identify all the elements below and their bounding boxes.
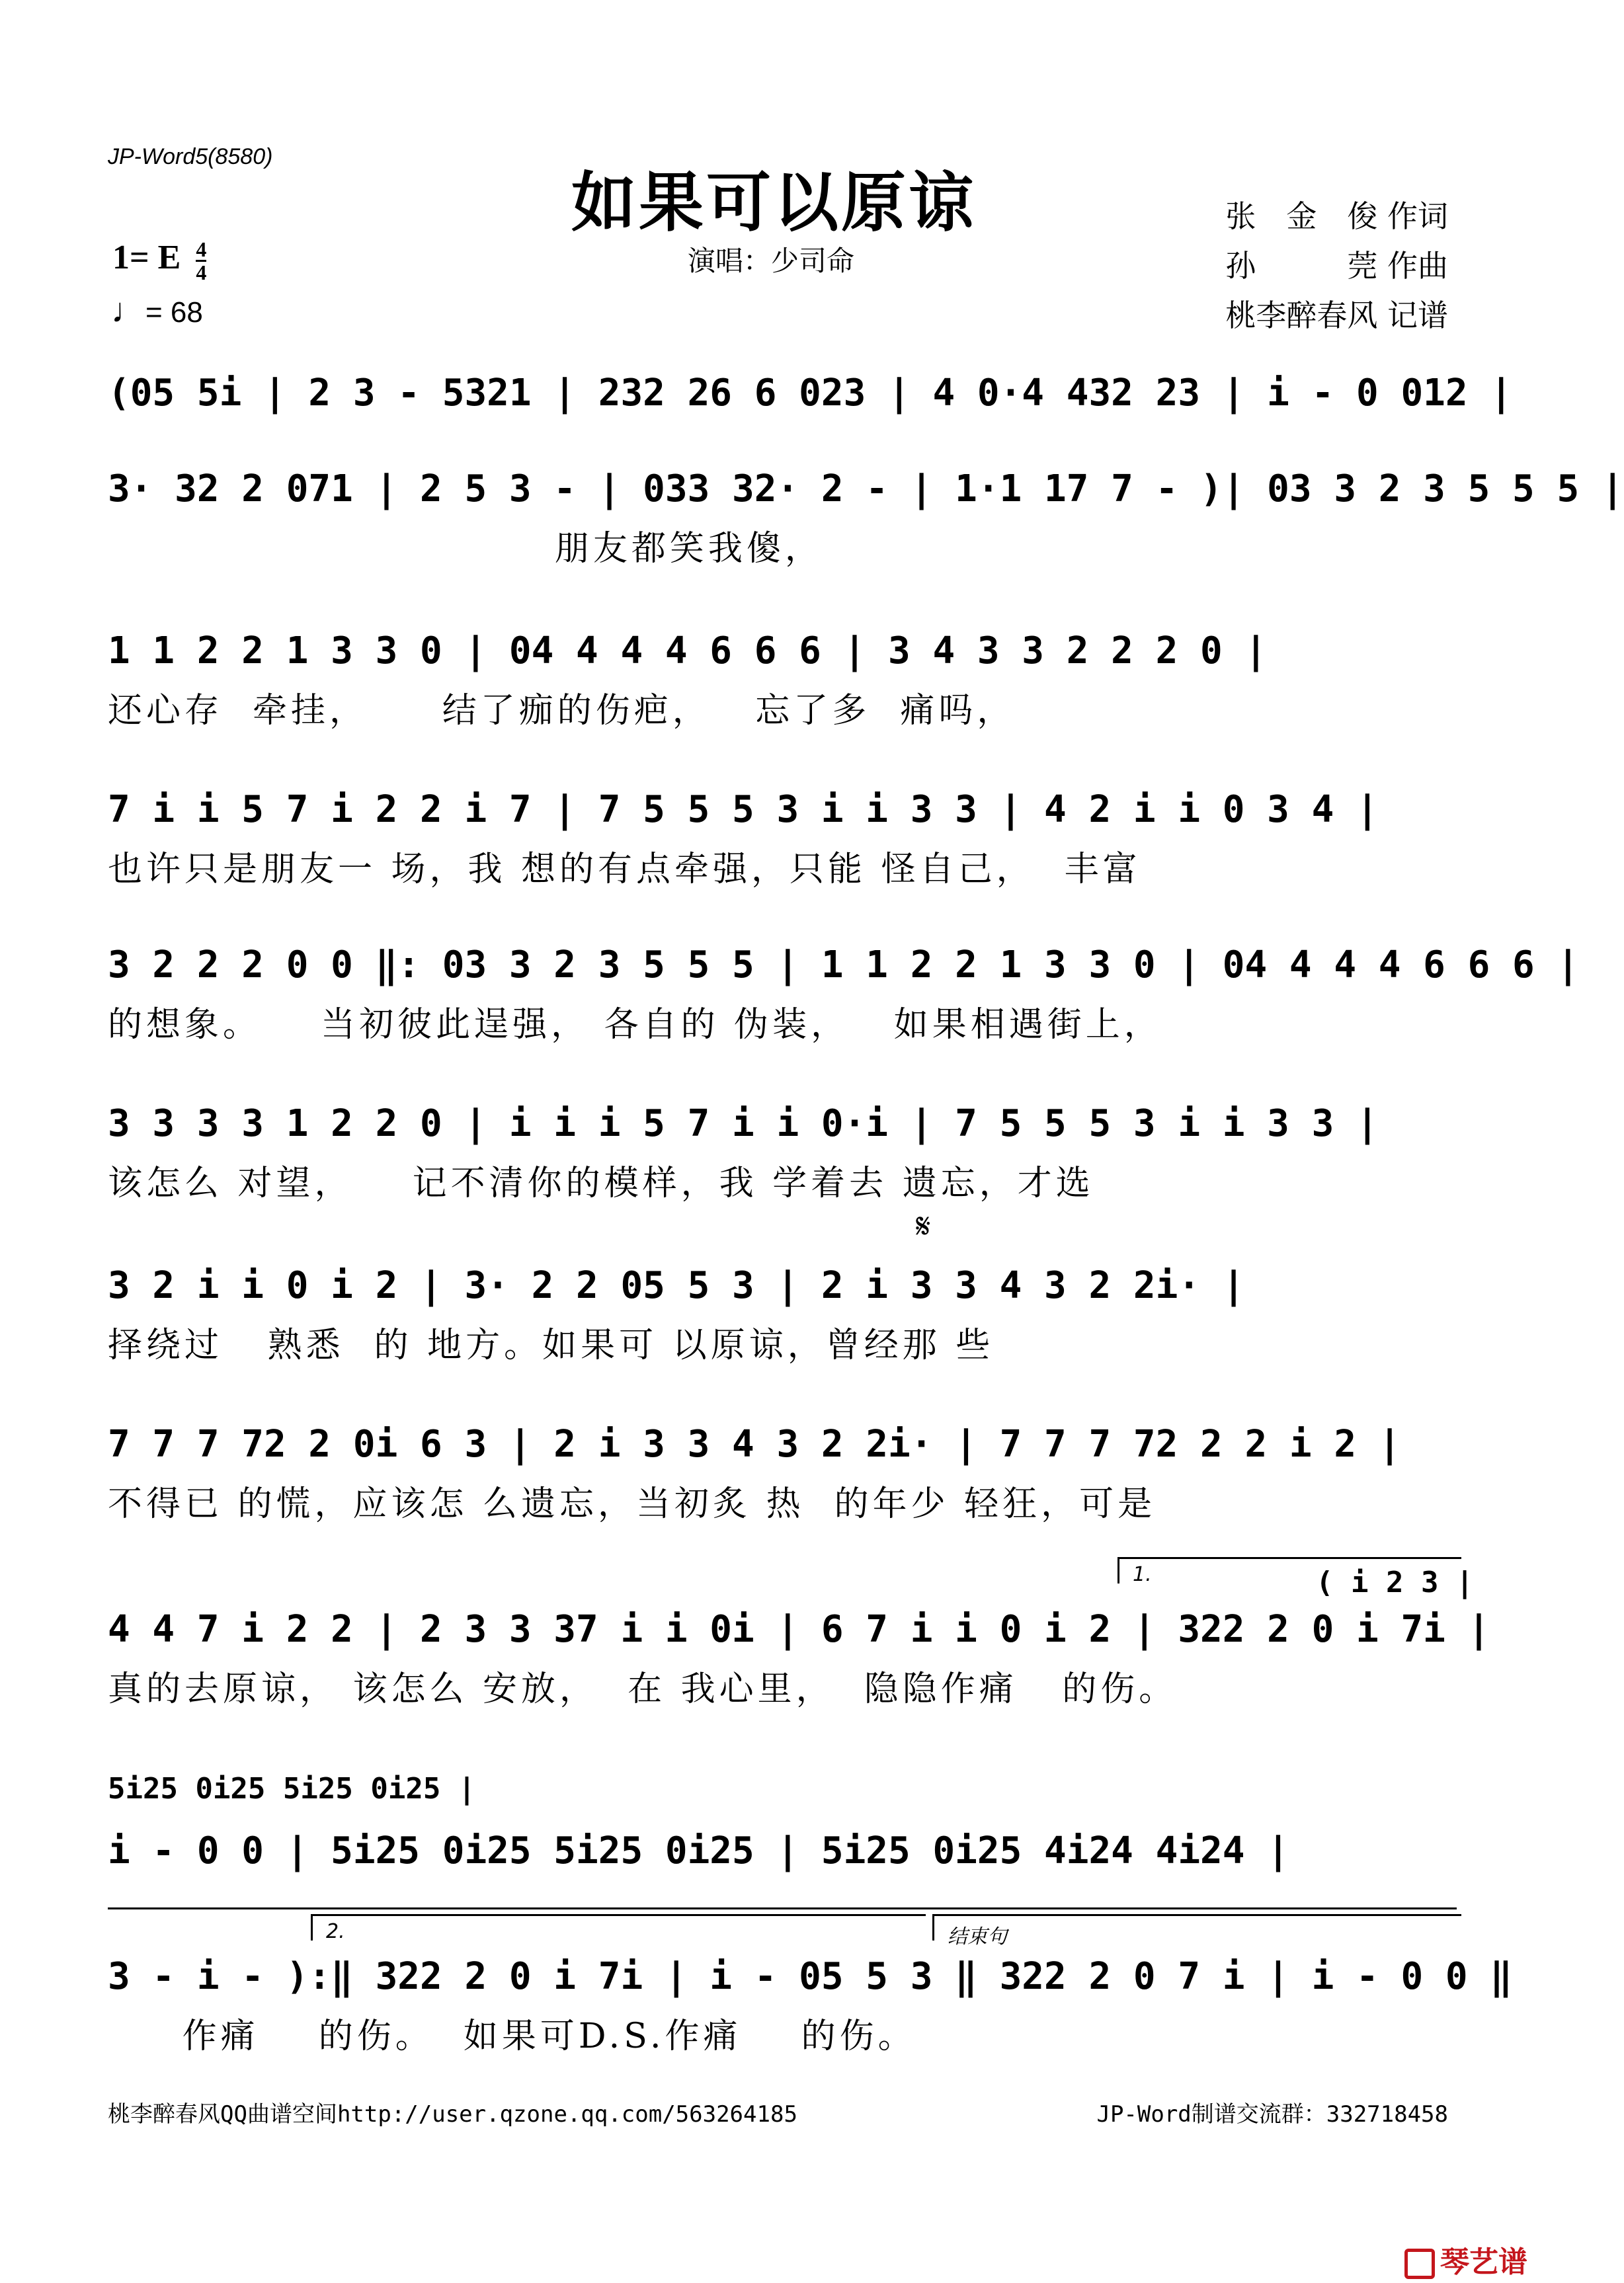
- qinyipu-logo-icon: [1404, 2249, 1435, 2279]
- song-title: 如果可以原谅: [571, 165, 976, 241]
- credits: [1225, 192, 1448, 340]
- notes: (05 5i | 2 3 - 5321 | 232 26 6 023 | 4 0·4 432 23 | i - 0 012 |: [108, 372, 1513, 415]
- lyrics: 择绕过 熟悉 的 地方。如果可 以原谅，曾经那 些: [108, 1326, 995, 1365]
- lyricist-credit: 张 金 俊 作词: [1225, 198, 1448, 234]
- lyrics: 该怎么 对望， 记不清你的模样，我 学着去 遗忘，才选: [108, 1164, 1094, 1203]
- time-denominator: 4: [196, 260, 207, 284]
- notes: 3 2 2 2 0 0 ‖: 03 3 2 3 5 5 5 | 1 1 2 2 1 3 3 0 | 04 4 4 4 6 6 6 |: [108, 943, 1580, 986]
- lyrics: 还心存 牵挂， 结了痂的伤疤， 忘了多 痛吗，: [108, 691, 1016, 731]
- volta-2-label: 2.: [326, 1920, 345, 1943]
- notes: 4 4 7 i 2 2 | 2 3 3 37 i i 0i | 6 7 i i 0 i 2 | 322 2 0 i 7i |: [108, 1608, 1490, 1651]
- lyrics: 不得已 的慌，应该怎 么遗忘，当初炙 热 的年少 轻狂，可是: [108, 1484, 1157, 1524]
- lyrics: 真的去原谅， 该怎么 安放， 在 我心里， 隐隐作痛 的伤。: [108, 1669, 1178, 1709]
- volta-1-label: 1.: [1133, 1563, 1152, 1586]
- ending-label: 结束句: [948, 1925, 1007, 1948]
- notes: 3· 32 2 071 | 2 5 3 - | 033 32· 2 - | 1·1 17 7 - )| 03 3 2 3 5 5 5 |: [108, 467, 1624, 510]
- time-signature: [196, 239, 206, 283]
- lyrics: 也许只是朋友一 场，我 想的有点牵强，只能 怪自己， 丰富: [108, 850, 1141, 889]
- footer-source: 桃李醉春风QQ曲谱空间http://user.qzone.qq.com/563264185: [108, 2101, 797, 2128]
- lyrics: 朋友都笑我傻，: [108, 529, 823, 569]
- quarter-note-icon: ♩: [111, 292, 145, 330]
- composer-credit: 孙 莞 作曲: [1225, 248, 1448, 284]
- software-label: JP-Word5(8580): [108, 144, 273, 169]
- time-numerator: 4: [196, 237, 207, 261]
- notes: 7 7 7 72 2 0i 6 3 | 2 i 3 3 4 3 2 2i· | 7 7 7 72 2 2 i 2 |: [108, 1423, 1401, 1466]
- transcriber-credit: 桃李醉春风 记谱: [1225, 298, 1448, 333]
- small-notes-line: 5i25 0i25 5i25 0i25 |: [108, 1772, 476, 1806]
- notes: i - 0 0 | 5i25 0i25 5i25 0i25 | 5i25 0i25 4i24 4i24 |: [108, 1829, 1289, 1872]
- key-signature: [112, 238, 206, 283]
- lyrics: 的想象。 当初彼此逞强， 各自的 伪装， 如果相遇街上，: [108, 1005, 1162, 1045]
- tempo-value: = 68: [145, 296, 203, 329]
- volta-1-note: ( i 2 3 |: [1316, 1566, 1474, 1599]
- volta-2: [311, 1914, 926, 1941]
- notes: 7 i i 5 7 i 2 2 i 7 | 7 5 5 5 3 i i 3 3 | 4 2 i i 0 3 4 |: [108, 788, 1379, 831]
- footer-group: JP-Word制谱交流群：332718458: [1096, 2101, 1448, 2128]
- watermark: [1404, 2238, 1527, 2280]
- tempo-marking: [111, 291, 203, 331]
- notes: 3 2 i i 0 i 2 | 3· 2 2 05 5 3 | 2 i 3 3 4 3 2 2i· |: [108, 1264, 1245, 1307]
- key-label: 1= E: [112, 239, 181, 276]
- separator-line: [108, 1907, 1457, 1909]
- lyrics: 作痛 的伤。 如果可D.S.作痛 的伤。: [108, 2017, 916, 2056]
- notes: 3 3 3 3 1 2 2 0 | i i i 5 7 i i 0·i | 7 5 5 5 3 i i 3 3 |: [108, 1102, 1379, 1145]
- notes: 1 1 2 2 1 3 3 0 | 04 4 4 4 6 6 6 | 3 4 3 3 2 2 2 0 |: [108, 629, 1268, 672]
- notes: 3 - i - ):‖ 322 2 0 i 7i | i - 05 5 3 ‖ 322 2 0 7 i | i - 0 0 ‖: [108, 1955, 1513, 1998]
- ending-bracket: [932, 1914, 1461, 1948]
- segno-icon: 𝄋: [916, 1207, 931, 1246]
- watermark-text: 琴艺谱: [1440, 2245, 1527, 2279]
- performer: 演唱：少司命: [688, 245, 855, 277]
